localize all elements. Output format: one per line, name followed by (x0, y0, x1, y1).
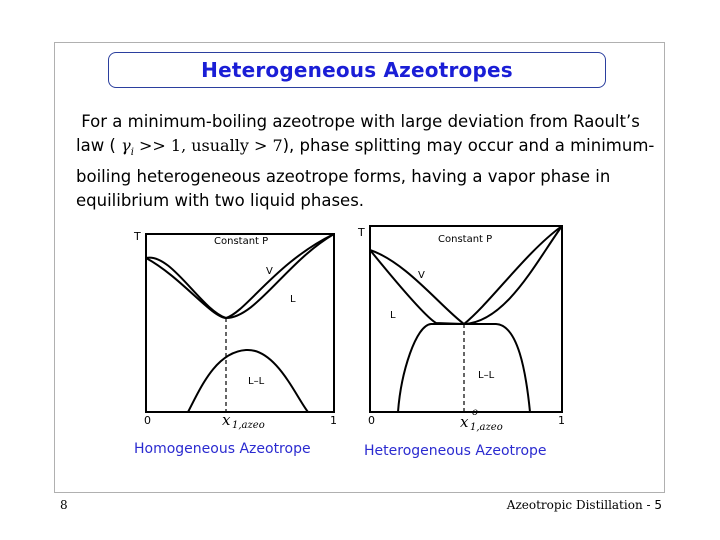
left-azeo-sub: 1,azeo (232, 420, 265, 431)
slide-title: Heterogeneous Azeotropes (201, 58, 513, 82)
right-caption: Heterogeneous Azeotrope (364, 443, 547, 459)
slide-number: 5 (654, 498, 662, 512)
left-diagram (146, 234, 334, 412)
right-azeo-x: x (460, 413, 469, 431)
right-diagram (370, 226, 562, 412)
left-plot-box (146, 234, 334, 412)
page-number: 8 (60, 498, 68, 512)
right-x1: 1 (558, 414, 565, 427)
paragraph-text-1: For a minimum-boiling azeotrope with large deviation from Raoult’s law ( (76, 112, 640, 155)
course-label: Azeotropic Distillation - (506, 498, 655, 512)
right-label-v: V (418, 270, 425, 281)
left-azeo-x: x (222, 411, 231, 429)
phase-diagrams-figure (126, 222, 586, 436)
gamma-condition (121, 136, 283, 159)
right-axis-t: T (358, 226, 365, 239)
gamma-symbol: γ (121, 136, 131, 155)
right-label-l: L (390, 310, 396, 321)
left-label-l: L (290, 294, 296, 305)
right-azeo-sup: o (472, 407, 479, 418)
intro-paragraph (76, 110, 656, 213)
right-label-ll: L–L (478, 370, 495, 381)
left-caption: Homogeneous Azeotrope (134, 441, 311, 457)
gamma-subscript: i (130, 147, 134, 159)
left-x1: 1 (330, 414, 337, 427)
left-label-v: V (266, 266, 273, 277)
right-plot-box (370, 226, 562, 412)
title-box (108, 52, 606, 88)
left-constant-p: Constant P (214, 236, 269, 247)
left-x0: 0 (144, 414, 151, 427)
left-label-ll: L–L (248, 376, 265, 387)
paragraph-text-2: ), phase splitting may occur and a minimum-boiling heterogeneous azeotrope forms, having a vapor phase in equilibrium with two liquid phases. (76, 136, 655, 211)
left-axis-t: T (134, 230, 141, 243)
gamma-inequality: >> 1, usually > 7 (138, 136, 283, 155)
right-constant-p: Constant P (438, 234, 493, 245)
footer-label (507, 498, 662, 512)
right-x0: 0 (368, 414, 375, 427)
phase-diagrams-svg (126, 222, 586, 432)
right-azeo-sub: 1,azeo (470, 422, 503, 432)
